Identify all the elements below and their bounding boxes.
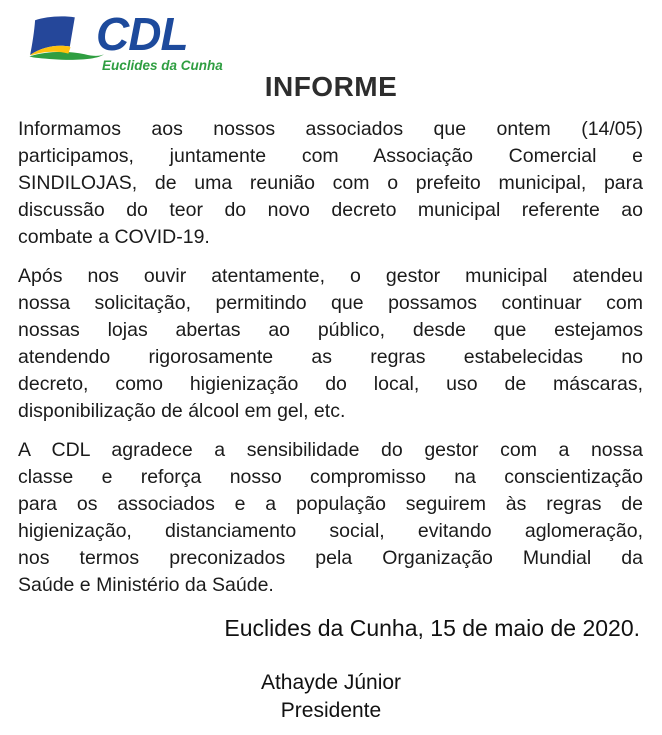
paragraph-line: disponibilização de álcool em gel, etc. [18,400,346,422]
paragraph-line: Informamos aos nossos associados que ontem (14/05) [18,118,643,140]
paragraph-line: nossa solicitação, permitindo que possamos continuar com [18,292,643,314]
cdl-logo-text [96,6,223,73]
paragraph-line: combate a COVID-19. [18,226,210,248]
signature-role: Presidente [280,699,382,722]
paragraph-line: SINDILOJAS, de uma reunião com o prefeito municipal, para [18,172,643,194]
date-line: Euclides da Cunha, 15 de maio de 2020. [224,615,640,641]
paragraph-line: nos termos preconizados pela Organização Mundial da [18,547,643,569]
paragraph-line: participamos, juntamente com Associação Comercial e [18,145,643,167]
paragraph-line: classe e reforça nosso compromisso na conscientização [18,466,643,488]
paragraph-line: atendendo rigorosamente as regras estabelecidas no [18,346,643,368]
signature-name: Athayde Júnior [260,671,402,694]
paragraph-line: A CDL agradece a sensibilidade do gestor com a nossa [18,439,643,461]
paragraph [18,263,643,425]
signature-block [0,669,662,725]
paragraph-line: higienização, distanciamento social, evitando aglomeração, [18,520,643,542]
cdl-flag-icon [28,6,106,70]
paragraph-line: decreto, como higienização do local, uso de máscaras, [18,373,643,395]
paragraph-line: para os associados e a população seguirem às regras de [18,493,643,515]
paragraph-line: nossas lojas abertas ao público, desde que estejamos [18,319,643,341]
body-paragraphs [0,103,662,599]
paragraph-line: Após nos ouvir atentamente, o gestor municipal atendeu [18,265,643,287]
paragraph [18,437,643,599]
cdl-logo [28,6,223,73]
paragraph-line: Saúde e Ministério da Saúde. [18,574,274,596]
paragraph-line: discussão do teor do novo decreto municipal referente ao [18,199,643,221]
cdl-logo-subtitle: Euclides da Cunha [102,58,223,73]
cdl-logo-acronym: CDL [96,8,188,60]
paragraph [18,116,643,251]
page-title: INFORME [264,71,398,102]
